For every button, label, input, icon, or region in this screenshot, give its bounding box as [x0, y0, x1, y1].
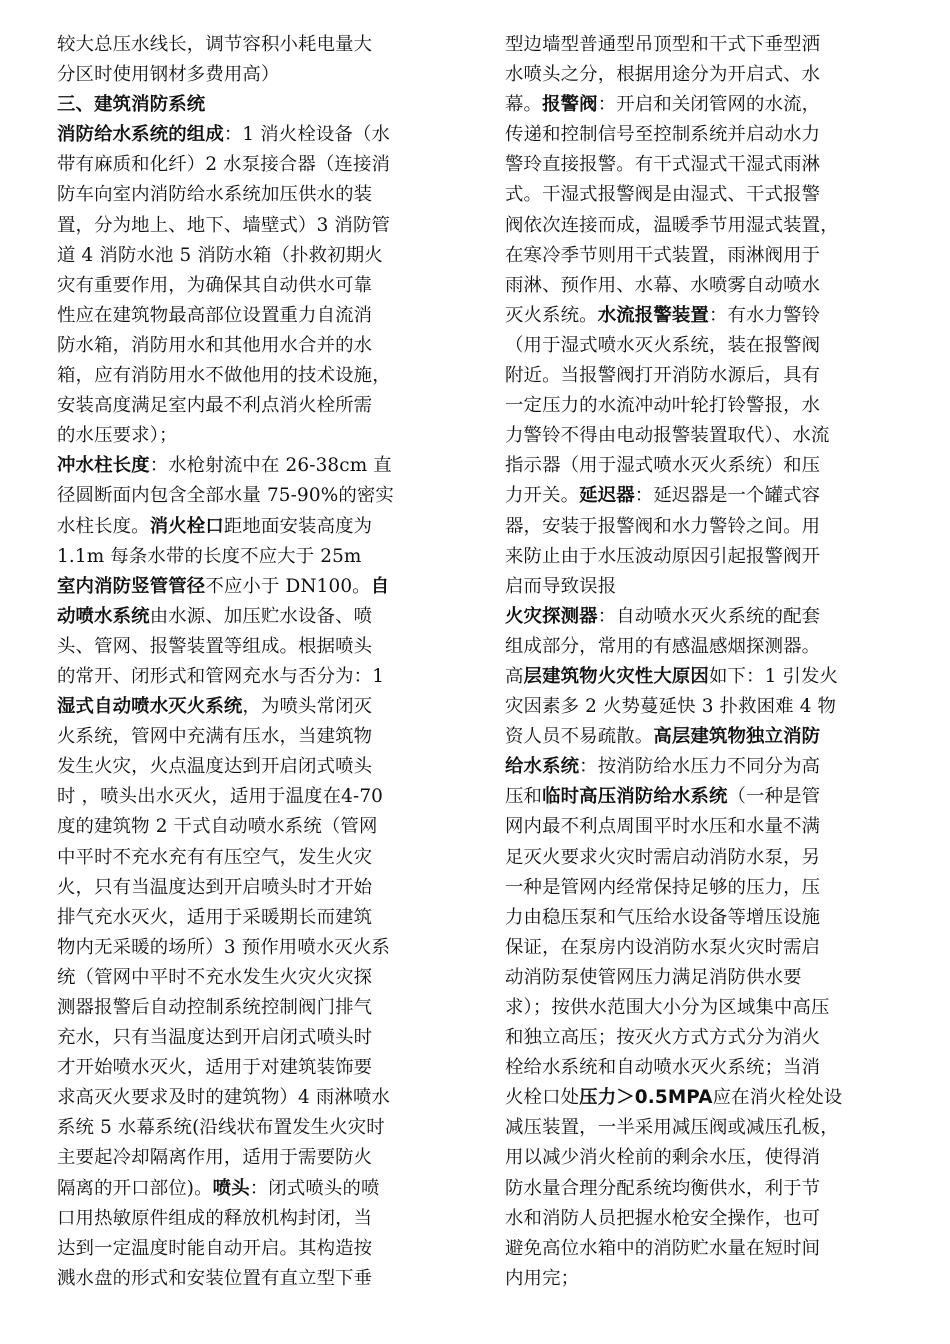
text-line	[505, 271, 905, 301]
text-line	[57, 993, 457, 1023]
bold-term: 冲水柱长度	[57, 455, 150, 477]
text-line	[57, 120, 457, 150]
text-run: 1.1m 每条水带的长度不应大于 25m	[57, 545, 362, 567]
text-line	[57, 963, 457, 993]
text-run: 测器报警后自动控制系统控制阀门排气	[57, 997, 373, 1018]
text-run: 栓给水系统和自动喷水灭火系统；当消	[505, 1057, 821, 1079]
bold-term: 消火栓口	[149, 515, 224, 537]
text-run: 灾因素多 2 火势蔓延快 3 扑救困难 4 物	[505, 696, 837, 718]
text-line	[57, 30, 457, 60]
text-line	[57, 391, 457, 421]
text-run: 压和	[505, 786, 543, 808]
text-run: 力由稳压泵和气压给水设备等增压设施	[505, 906, 821, 928]
text-line	[57, 331, 457, 361]
text-line	[57, 211, 457, 241]
text-run: 网内最不利点周围平时水压和水量不满	[505, 816, 821, 838]
text-run: 来防止由于水压波动原因引起报警阀开	[505, 545, 821, 567]
text-run: 应在消火栓处设	[712, 1087, 843, 1109]
text-run: 保证，在泵房内设消防水泵火灾时需启	[505, 936, 821, 958]
text-line	[505, 512, 905, 542]
text-line	[57, 1264, 457, 1294]
text-run: 启而导致误报	[505, 575, 617, 597]
text-line	[505, 361, 905, 391]
text-line	[57, 150, 457, 180]
bold-term: 报警阀	[542, 94, 598, 116]
bold-term: 三、建筑消防系统	[57, 94, 206, 116]
text-line	[57, 60, 457, 90]
text-line	[57, 812, 457, 842]
text-run: 充水，只有当温度达到开启闭式喷头时	[57, 1027, 373, 1049]
text-line	[505, 391, 905, 421]
text-run: 和独立高压；按灭火方式方式分为消火	[505, 1027, 821, 1049]
text-line	[57, 632, 457, 662]
text-run: 排气充水灭火，适用于采暖期长而建筑	[57, 906, 373, 928]
text-run: 距地面安装高度为	[223, 515, 373, 537]
text-run: 足灭火要求火灾时需启动消防水泵，另	[505, 846, 821, 868]
text-run: 达到一定温度时能自动开启。其构造按	[57, 1237, 373, 1259]
text-line	[505, 150, 905, 180]
text-line	[57, 602, 457, 632]
bold-term: 自	[370, 575, 390, 597]
text-run: （一种是管	[727, 786, 821, 808]
text-run: 传递和控制信号至控制系统并启动水力	[505, 124, 821, 146]
bold-term: 层建筑物火灾性大原因	[523, 665, 709, 687]
text-line	[505, 60, 905, 90]
text-run: 防水箱，消防用水和其他用水合并的水	[57, 334, 373, 356]
text-run: 幕。	[505, 94, 543, 116]
text-line	[505, 752, 905, 782]
text-line	[57, 1023, 457, 1053]
text-run: ：水枪射流中在 26-38cm 直	[149, 455, 392, 477]
text-line	[505, 1174, 905, 1204]
text-run: 由水源、加压贮水设备、喷	[149, 605, 373, 627]
text-line	[57, 180, 457, 210]
bold-term: 压力＞0.5MPA	[579, 1087, 713, 1109]
text-line	[57, 90, 457, 120]
text-run: ：按消防给水压力不同分为高	[579, 756, 821, 778]
text-run: 径圆断面内包含全部水量 75-90%的密实	[57, 485, 394, 507]
text-run: 不应小于 DN100。	[205, 575, 371, 597]
text-line	[57, 752, 457, 782]
text-line	[57, 722, 457, 752]
text-line	[57, 843, 457, 873]
text-line	[505, 301, 905, 331]
text-run: 资人员不易疏散。	[505, 726, 654, 748]
text-line	[57, 782, 457, 812]
text-run: ：闭式喷头的喷	[249, 1177, 380, 1199]
text-line	[57, 1053, 457, 1083]
bold-term: 延迟器	[579, 485, 635, 507]
text-run: 一种是管网内经常保持足够的压力，压	[505, 876, 821, 898]
bold-term: 给水系统	[505, 756, 580, 778]
text-line	[57, 451, 457, 481]
text-line	[57, 481, 457, 511]
text-run: 发生火灾，火点温度达到开启闭式喷头	[57, 756, 373, 778]
text-line	[505, 180, 905, 210]
text-line	[505, 421, 905, 451]
text-line	[57, 572, 457, 602]
text-line	[57, 1083, 457, 1113]
text-run: ，为喷头常闭灭	[242, 696, 373, 718]
text-line	[57, 692, 457, 722]
text-line	[505, 331, 905, 361]
text-line	[505, 843, 905, 873]
text-line	[57, 361, 457, 391]
text-line	[505, 90, 905, 120]
text-line	[57, 873, 457, 903]
text-run: 求）；按供水范围大小分为区域集中高压	[505, 997, 830, 1018]
text-run: 雨淋、预作用、水幕、水喷雾自动喷水	[505, 274, 821, 296]
text-run: 警玲直接报警。有干式湿式干湿式雨淋	[505, 154, 821, 176]
text-line	[505, 1083, 905, 1113]
text-run: 性应在建筑物最高部位设置重力自流消	[57, 304, 373, 326]
text-line	[505, 963, 905, 993]
bold-term: 室内消防竖管管径	[57, 575, 206, 597]
text-run: ：开启和关闭管网的水流，	[597, 94, 821, 116]
text-run: 时 ，喷头出水灭火，适用于温度在4-70	[57, 786, 384, 808]
text-line	[505, 1113, 905, 1143]
text-line	[505, 722, 905, 752]
text-run: 指示器（用于湿式喷水灭火系统）和压	[505, 455, 821, 477]
left-text-column	[57, 30, 457, 1294]
text-line	[57, 421, 457, 451]
text-run: ：延迟器是一个罐式容	[634, 485, 821, 507]
text-line	[505, 241, 905, 271]
text-line	[505, 451, 905, 481]
text-run: 主要起冷却隔离作用，适用于需要防火	[57, 1147, 373, 1169]
text-run: 防车向室内消防给水系统加压供水的装	[57, 184, 373, 206]
text-line	[505, 993, 905, 1023]
text-run: 头、管网、报警装置等组成。根据喷头	[57, 635, 373, 657]
text-line	[57, 1113, 457, 1143]
text-run: 一定压力的水流冲动叶轮打铃警报，水	[505, 395, 821, 417]
text-run: 箱，应有消防用水不做他用的技术设施，	[57, 365, 391, 387]
text-run: 组成部分，常用的有感温感烟探测器。	[505, 635, 821, 657]
text-run: 灾有重要作用，为确保其自动供水可靠	[57, 274, 373, 296]
text-run: 度的建筑物 2 干式自动喷水系统（管网	[57, 816, 378, 838]
text-line	[505, 602, 905, 632]
text-run: （用于湿式喷水灭火系统，装在报警阀	[505, 334, 821, 356]
text-run: 型边墙型普通型吊顶型和干式下垂型洒	[505, 34, 821, 55]
text-run: ：自动喷水灭火系统的配套	[597, 605, 821, 627]
text-run: 溅水盘的形式和安装位置有直立型下垂	[57, 1267, 373, 1289]
bold-term: 喷头	[212, 1177, 250, 1199]
text-run: 灭火系统。	[505, 304, 598, 326]
text-run: 力开关。	[505, 485, 580, 507]
text-run: 如下：1 引发火	[708, 665, 839, 687]
text-run: 才开始喷水灭火，适用于对建筑装饰要	[57, 1057, 373, 1079]
text-line	[505, 782, 905, 812]
text-run: ：有水力警铃	[708, 304, 821, 326]
text-run: 避免高位水箱中的消防贮水量在短时间	[505, 1237, 821, 1259]
text-run: 中平时不充水充有有压空气，发生火灾	[57, 846, 373, 868]
text-line	[57, 903, 457, 933]
text-line	[505, 1053, 905, 1083]
text-run: 式。干湿式报警阀是由湿式、干式报警	[505, 184, 821, 206]
text-line	[505, 30, 905, 60]
text-line	[57, 662, 457, 692]
text-line	[505, 662, 905, 692]
text-run: 力警铃不得由电动报警装置取代）、水流	[505, 425, 830, 447]
text-run: 带有麻质和化纤）2 水泵接合器（连接消	[57, 154, 391, 176]
text-line	[57, 512, 457, 542]
text-run: 口用热敏原件组成的释放机构封闭，当	[57, 1207, 373, 1229]
text-run: 分区时使用钢材多费用高）	[57, 64, 280, 86]
text-run: 系统 5 水幕系统(沿线状布置发生火灾时	[57, 1117, 385, 1139]
text-run: 的常开、闭形式和管网充水与否分为：1	[57, 665, 385, 687]
text-run: 隔离的开口部位)。	[57, 1177, 213, 1199]
text-line	[57, 301, 457, 331]
text-line	[505, 1143, 905, 1173]
text-line	[505, 632, 905, 662]
text-line	[505, 873, 905, 903]
bold-term: 水流报警装置	[597, 304, 709, 326]
text-run: 防水量合理分配系统均衡供水，利于节	[505, 1177, 821, 1199]
text-line	[505, 903, 905, 933]
bold-term: 湿式自动喷水灭火系统	[57, 696, 243, 718]
text-line	[57, 1174, 457, 1204]
bold-term: 高层建筑物独立消防	[653, 726, 821, 748]
text-run: 高	[505, 665, 524, 687]
text-line	[505, 542, 905, 572]
text-run: 用以减少消火栓前的剩余水压，使得消	[505, 1147, 821, 1169]
text-line	[57, 542, 457, 572]
text-line	[57, 1204, 457, 1234]
text-line	[505, 1204, 905, 1234]
right-text-column	[505, 30, 905, 1294]
text-run: 火栓口处	[505, 1087, 580, 1109]
text-run: 求高灭火要求及时的建筑物）4 雨淋喷水	[57, 1087, 391, 1109]
text-line	[57, 1143, 457, 1173]
text-run: 道 4 消防水池 5 消防水箱（扑救初期火	[57, 244, 383, 266]
text-run: 较大总压水线长，调节容积小耗电量大	[57, 34, 373, 55]
text-line	[505, 481, 905, 511]
text-line	[57, 241, 457, 271]
text-line	[57, 271, 457, 301]
text-run: ：1 消火栓设备（水	[223, 124, 391, 146]
text-line	[505, 1264, 905, 1294]
text-run: 安装高度满足室内最不利点消火栓所需	[57, 395, 373, 417]
text-run: 水和消防人员把握水枪安全操作，也可	[505, 1207, 821, 1229]
bold-term: 动喷水系统	[57, 605, 150, 627]
text-run: 火，只有当温度达到开启喷头时才开始	[57, 876, 373, 898]
text-run: 减压装置，一半采用减压阀或减压孔板，	[505, 1117, 839, 1139]
text-run: 的水压要求）；	[57, 425, 178, 447]
text-run: 统（管网中平时不充水发生火灾火灾探	[57, 966, 373, 988]
bold-term: 临时高压消防给水系统	[542, 786, 728, 808]
text-run: 器，安装于报警阀和水力警铃之间。用	[505, 515, 821, 537]
text-run: 水柱长度。	[57, 515, 150, 537]
text-run: 物内无采暖的场所）3 预作用喷水灭火系	[57, 936, 391, 958]
text-run: 动消防泵使管网压力满足消防供水要	[505, 966, 802, 988]
text-line	[57, 1234, 457, 1264]
text-line	[505, 933, 905, 963]
text-line	[57, 933, 457, 963]
text-run: 在寒冷季节则用干式装置，雨淋阀用于	[505, 244, 821, 266]
bold-term: 火灾探测器	[505, 605, 598, 627]
text-line	[505, 812, 905, 842]
text-line	[505, 1023, 905, 1053]
text-line	[505, 211, 905, 241]
text-run: 阀依次连接而成，温暖季节用湿式装置，	[505, 214, 839, 236]
text-run: 水喷头之分，根据用途分为开启式、水	[505, 64, 821, 86]
text-line	[505, 1234, 905, 1264]
bold-term: 消防给水系统的组成	[57, 124, 224, 146]
text-line	[505, 120, 905, 150]
text-run: 内用完；	[505, 1267, 580, 1289]
text-run: 火系统，管网中充满有压水，当建筑物	[57, 726, 373, 748]
text-line	[505, 692, 905, 722]
text-run: 附近。当报警阀打开消防水源后，具有	[505, 365, 821, 387]
text-run: 置，分为地上、地下、墙壁式）3 消防管	[57, 214, 391, 236]
text-line	[505, 572, 905, 602]
